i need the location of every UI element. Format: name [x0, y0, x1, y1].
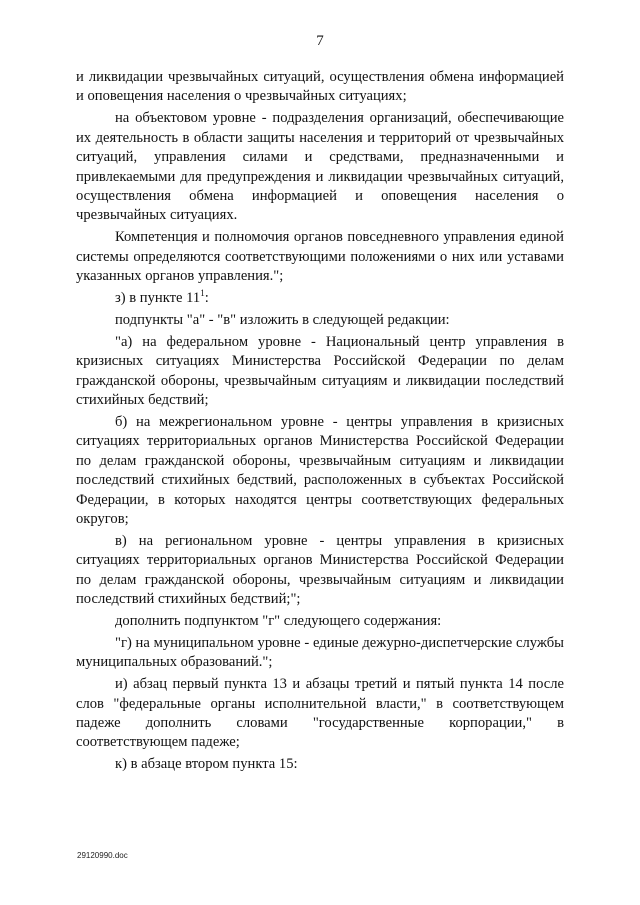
- paragraph: на объектовом уровне - подразделения организаций, обеспечивающие их деятельность в области защиты населения и территорий от чрезвычайных ситуаций, управления силами и средствами, предназначенными и привлекаемыми для предупреждения и ликвидации чрезвычайных ситуаций, осуществления обмена информацией и оповещения населения о чрезвычайных ситуациях.: [76, 110, 564, 224]
- paragraph: и) абзац первый пункта 13 и абзацы третий и пятый пункта 14 после слов "федеральные органы исполнительной власти," в соответствующем падеже дополнить словами "государственные корпорации," в соответствующем падеже;: [76, 676, 564, 751]
- paragraph: б) на межрегиональном уровне - центры управления в кризисных ситуациях территориальных органов Министерства Российской Федерации по делам гражданской обороны, чрезвычайным ситуациям и ликвидации последствий стихийных бедствий, расположенных в субъектах Российской Федерации, в которых находятся центры соответствующих федеральных округов;: [76, 413, 564, 527]
- item-z-text: з) в пункте 11: [115, 289, 201, 306]
- document-body: [76, 68, 564, 777]
- paragraph: "а) на федеральном уровне - Национальный центр управления в кризисных ситуациях Министерства Российской Федерации по делам гражданской обороны, чрезвычайным ситуациям и ликвидации последствий стихийных бедствий;: [76, 333, 564, 408]
- paragraph: дополнить подпунктом "г" следующего содержания:: [115, 612, 442, 629]
- paragraph: Компетенция и полномочия органов повседневного управления единой системы определяются соответствующими положениями о них или уставами указанных органов управления.";: [76, 229, 564, 285]
- paragraph: в) на региональном уровне - центры управления в кризисных ситуациях территориальных органов Министерства Российской Федерации по делам гражданской обороны, чрезвычайным ситуациям и ликвидации последствий стихийных бедствий;";: [76, 532, 564, 608]
- file-name-footer: 29120990.doc: [77, 851, 128, 860]
- paragraph: к) в абзаце втором пункта 15:: [115, 756, 298, 773]
- paragraph: подпункты "а" - "в" изложить в следующей редакции:: [115, 311, 450, 328]
- page-number: 7: [316, 33, 324, 49]
- paragraph-item-z: [76, 289, 564, 308]
- paragraph: "г) на муниципальном уровне - единые дежурно-диспетчерские службы муниципальных образований.";: [76, 634, 564, 671]
- item-z-suffix: :: [204, 289, 209, 306]
- paragraph: и ликвидации чрезвычайных ситуаций, осуществления обмена информацией и оповещения населения о чрезвычайных ситуациях;: [76, 69, 564, 105]
- item-z-superscript: 1: [200, 287, 205, 298]
